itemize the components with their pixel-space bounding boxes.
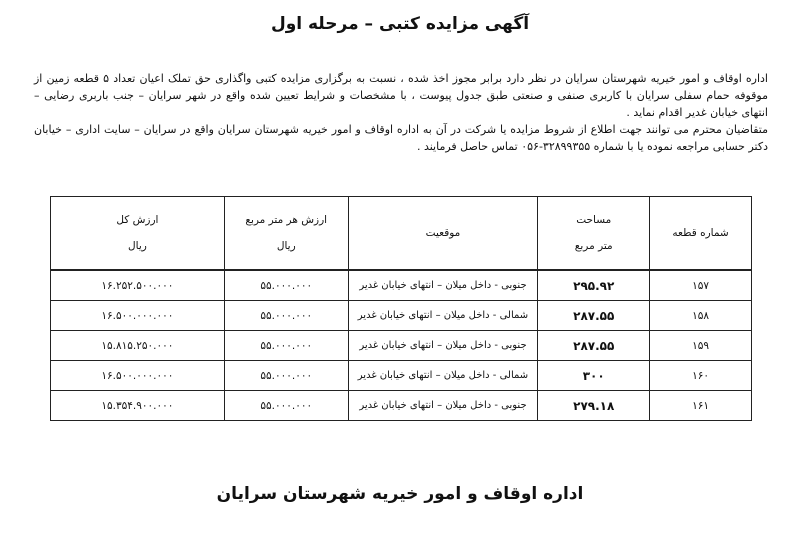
- table-row: [51, 301, 752, 331]
- cell-plot-no: ۱۵۷: [650, 270, 752, 301]
- cell-unit-price: ۵۵.۰۰۰.۰۰۰: [224, 331, 348, 361]
- cell-plot-no: ۱۶۰: [650, 361, 752, 391]
- cell-area: ۳۰۰: [538, 361, 650, 391]
- cell-total: ۱۶.۵۰۰.۰۰۰.۰۰۰: [51, 361, 225, 391]
- cell-area: ۲۸۷.۵۵: [538, 331, 650, 361]
- cell-location: جنوبی - داخل میلان – انتهای خیابان غدیر: [348, 331, 538, 361]
- document-title: آگهی مزایده کتبی – مرحله اول: [270, 14, 530, 34]
- header-unit-price-unit: ریال: [276, 240, 296, 252]
- cell-location: جنوبی - داخل میلان – انتهای خیابان غدیر: [348, 391, 538, 421]
- header-area-unit: متر مربع: [574, 240, 613, 252]
- table-header-row: [51, 197, 752, 271]
- header-total-unit: ریال: [127, 240, 147, 252]
- cell-location: جنوبی - داخل میلان – انتهای خیابان غدیر: [348, 270, 538, 301]
- cell-total: ۱۵.۳۵۴.۹۰۰.۰۰۰: [51, 391, 225, 421]
- cell-area: ۲۷۹.۱۸: [538, 391, 650, 421]
- cell-area: ۲۸۷.۵۵: [538, 301, 650, 331]
- cell-area: ۲۹۵.۹۲: [538, 270, 650, 301]
- table-row: [51, 270, 752, 301]
- cell-total: ۱۶.۲۵۲.۵۰۰.۰۰۰: [51, 270, 225, 301]
- cell-total: ۱۵.۸۱۵.۲۵۰.۰۰۰: [51, 331, 225, 361]
- cell-unit-price: ۵۵.۰۰۰.۰۰۰: [224, 270, 348, 301]
- cell-plot-no: ۱۵۹: [650, 331, 752, 361]
- header-location: موقعیت: [348, 197, 538, 271]
- table-row: [51, 331, 752, 361]
- cell-unit-price: ۵۵.۰۰۰.۰۰۰: [224, 391, 348, 421]
- header-total: ارزش کل ریال: [51, 197, 225, 271]
- plots-table: [50, 196, 752, 421]
- announcement-paragraph: متقاضیان محترم می توانند جهت اطلاع از شروط مزایده یا شرکت در آن به اداره اوقاف و امور خیریه شهرستان سرایان واقع در سرایان – سایت اداری – خیابان دکتر حسابی مراجعه نموده یا با شماره ۳۲۸۹۹۳۵۵-۰۵۶ تماس حاصل فرمایند .: [34, 123, 768, 153]
- cell-unit-price: ۵۵.۰۰۰.۰۰۰: [224, 361, 348, 391]
- header-area: مساحت متر مربع: [538, 197, 650, 271]
- cell-total: ۱۶.۵۰۰.۰۰۰.۰۰۰: [51, 301, 225, 331]
- table-row: [51, 391, 752, 421]
- issuer-signature: اداره اوقاف و امور خیریه شهرستان سرایان: [216, 484, 584, 504]
- announcement-paragraph: اداره اوقاف و امور خیریه شهرستان سرایان در نظر دارد برابر مجوز اخذ شده ، نسبت به برگزاری مزایده کتبی واگذاری حق تملک اعیان تعداد ۵ قطعه زمین از موقوفه حمام سفلی سرایان با کاربری صنفی و صنعتی طبق جدول پیوست ، با مشخصات و شرایط تعیین شده واقع در شهر سرایان – جنب باربری رضایی – انتهای خیابان غدیر اقدام نماید .: [34, 72, 768, 119]
- table-row: [51, 361, 752, 391]
- header-unit-price: ارزش هر متر مربع ریال: [224, 197, 348, 271]
- cell-location: شمالی - داخل میلان – انتهای خیابان غدیر: [348, 301, 538, 331]
- cell-location: شمالی - داخل میلان – انتهای خیابان غدیر: [348, 361, 538, 391]
- header-plot-no: شماره قطعه: [650, 197, 752, 271]
- announcement-body: [34, 70, 768, 155]
- cell-unit-price: ۵۵.۰۰۰.۰۰۰: [224, 301, 348, 331]
- cell-plot-no: ۱۶۱: [650, 391, 752, 421]
- cell-plot-no: ۱۵۸: [650, 301, 752, 331]
